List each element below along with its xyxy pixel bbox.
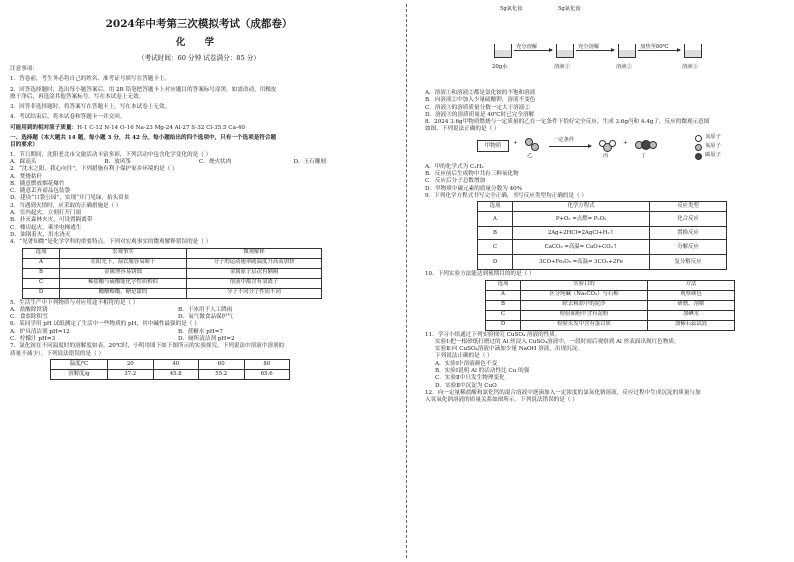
table-cell: D xyxy=(486,320,521,330)
table-cell: 分子的运动速率随温度升高而加快 xyxy=(187,258,322,268)
q12-stem: 12．向一定量稀盐酸和氯化钙的混合溶液中逐滴加入一定浓度的氯氧化钠溶液，反应过程中生成沉淀的质量与加 xyxy=(425,389,701,396)
q7-option-a: A．溶液①和溶液②都是氯化铵的不饱和溶液 xyxy=(425,90,536,96)
q11-option-c: C．实验Ⅱ中只发生物理变化 xyxy=(435,375,505,382)
table-cell: 55.2 xyxy=(199,369,245,379)
q9-table xyxy=(477,201,727,270)
molecule-label: 丙 xyxy=(603,152,609,159)
q7-option-c: C．溶液③的溶质质量分数一定大于溶液② xyxy=(425,104,530,111)
table-cell: 复分解反应 xyxy=(650,255,727,270)
q3-stem: 3．当遇到火情时，应采取的正确措施是（ ） xyxy=(10,202,122,209)
table-cell: B xyxy=(478,227,513,240)
table-cell: CaCO₃ =高温= CaO+CO₂↑ xyxy=(513,240,650,255)
step-label: 充分溶解 xyxy=(516,44,538,50)
q5-option-d: D．氧气做食品保护气 xyxy=(178,314,233,321)
table-cell: 金属锂容易锈蚀 xyxy=(60,268,187,278)
q8-option-c: C．反应后分子总数增加 xyxy=(425,178,486,185)
legend-label: 氢原子 xyxy=(705,133,721,140)
beaker-2 xyxy=(556,44,574,58)
section1-intro-cont: 目的要求） xyxy=(10,142,38,149)
step-label: 充分溶解 xyxy=(578,44,600,50)
table-row xyxy=(23,258,322,268)
table-cell: C xyxy=(23,278,60,288)
table-cell: 除去粗盐中的泥沙 xyxy=(521,300,648,310)
q7-option-d: D．溶液③的溶质质量是 40℃时已完全溶解 xyxy=(425,111,535,118)
q7-stem: 7．氯化铵在不同温度时的溶解度如表。20℃时，小明用图下如下图所示的实验探究，下列说法中溶液中溶剂的 xyxy=(10,343,285,350)
arrow xyxy=(576,50,614,51)
q10-header-cell: 方法 xyxy=(648,280,735,290)
q7-header-cell: 60 xyxy=(199,359,245,369)
q4-stem: 4．“见著知微”是化学学科的重要特点。下列对宏观事实的微观解释错误的是（ ） xyxy=(10,239,212,246)
q8-option-a: A．甲的化学式为 C₂H₂ xyxy=(425,163,484,170)
table-row xyxy=(486,280,735,290)
q1-option-b: B．放风筝 xyxy=(104,158,131,165)
table-cell: 酸醋略酸，糖是甜的 xyxy=(60,288,187,298)
q3-option-c: C．楼房起火，乘坐电梯逃生 xyxy=(10,224,82,231)
q1-option-d: D．玉石雕刻 xyxy=(293,158,326,165)
q2-option-d: D．建设“口袋公园”，实现“开门见绿，抬头赏景 xyxy=(10,195,130,202)
table-cell: D xyxy=(23,288,60,298)
diagram-top-label: 5g氯化铵 xyxy=(500,6,523,12)
table-cell: A xyxy=(23,258,60,268)
q3-option-a: A．室内起火，立刻打开门窗 xyxy=(10,210,82,217)
q4-header-cell: 宏观事实 xyxy=(60,248,187,258)
q7-table xyxy=(50,359,290,380)
reaction-arrow xyxy=(549,146,591,147)
table-row xyxy=(486,320,735,330)
q7-header-cell: 20 xyxy=(108,359,154,369)
table-cell: 化合反应 xyxy=(650,212,727,227)
q10-table xyxy=(485,280,735,331)
table-row xyxy=(23,268,322,278)
table-cell: 在阳光下，湿衣服容易晾干 xyxy=(60,258,187,268)
beaker-4 xyxy=(684,44,702,58)
q11-experiment-2: 实验Ⅱ:向 CuSO₄溶液中滴加少量 NaOH 溶液，出现沉淀。 xyxy=(435,346,583,353)
left-column xyxy=(10,66,388,380)
table-row xyxy=(478,240,727,255)
q4-table-header xyxy=(23,248,322,258)
diagram-bottom-label: 溶液③ xyxy=(682,64,698,70)
q10-header-cell: 选项 xyxy=(486,280,521,290)
q8-stem-cont: 如图。下列说法正确的是（ ） xyxy=(425,126,500,133)
atomic-masses-label: 可能用到的相对原子质量： xyxy=(10,124,78,131)
table-row xyxy=(23,278,322,288)
diagram-bottom-label: 20g水 xyxy=(492,64,508,70)
table-cell: 3CO+Fe₂O₃ =高温= 3CO₂+2Fe xyxy=(513,255,650,270)
table-cell: A xyxy=(486,290,521,300)
table-row xyxy=(486,300,735,310)
q11-stem: 11．学习小组通过下列实验探究 CuSO₄ 溶液的性质。 xyxy=(425,331,561,338)
oxygen-atom-icon xyxy=(531,143,539,151)
q4-header-cell: 选项 xyxy=(23,248,60,258)
table-cell: 观察颜色 xyxy=(648,290,735,300)
q11-question: 下列说法正确的是（ ） xyxy=(435,353,493,360)
table-row xyxy=(478,212,727,227)
table-cell: 65.6 xyxy=(244,369,290,379)
table-cell: 分解反应 xyxy=(650,240,727,255)
note-item: 擦干净后，再选涂其他答案标号。写在本试卷上无效。 xyxy=(10,93,145,100)
q7-row-label: 溶解度/g xyxy=(51,369,108,379)
q4-table xyxy=(22,248,322,299)
note-item: 2．回答选择题时，选出每小题答案后，用 2B 铅笔把答题卡上对应题目的答案标号涂黑。如需改动，用橡皮 xyxy=(10,86,277,93)
table-row xyxy=(486,310,735,320)
q2-option-c: C．随意丢弃商品包装袋 xyxy=(10,188,71,195)
diagram-top-label: 5g氯化铵 xyxy=(558,6,581,12)
table-row xyxy=(51,359,290,369)
step-label: 加热至80℃ xyxy=(640,44,669,50)
table-cell: 分子不同分子性质不同 xyxy=(187,288,322,298)
q11-option-b: B．实验Ⅰ说明 Al 的活动性比 Cu 的强 xyxy=(435,368,530,375)
table-cell: 区分纯碱（Na₂CO₃）与石棉 xyxy=(521,290,648,300)
q10-stem: 10．下列实验方法能达到预期目的的是（ ） xyxy=(425,271,535,278)
table-cell: 2Ag+2HCl=2AgCl+H₂↑ xyxy=(513,227,650,240)
q5-stem: 5．生活生产中下列物质与对应用途不相符的是（ ） xyxy=(10,299,139,306)
table-cell: 溶液中都含有氢离子 xyxy=(187,278,322,288)
q8-reaction-diagram: 甲物质 + 乙 一定条件 丙 + 丁 氢原子 氧原子 碳原子 xyxy=(425,134,787,164)
q2-option-b: B．随意燃放烟花爆竹 xyxy=(10,180,65,187)
subject-title: 化 学 xyxy=(175,37,223,48)
q7-header-cell: 80 xyxy=(244,359,290,369)
table-cell: 金属原子层次有隔隔 xyxy=(187,268,322,278)
reaction-condition: 一定条件 xyxy=(553,136,575,143)
diagram-bottom-label: 溶液① xyxy=(554,64,570,70)
q4-header-cell: 微观解释 xyxy=(187,248,322,258)
molecule-label: 乙 xyxy=(527,152,533,159)
table-cell: C xyxy=(478,240,513,255)
q3-option-d: D．油锅着火，用水浇灭 xyxy=(10,231,71,238)
table-cell: B xyxy=(486,300,521,310)
beaker-1 xyxy=(494,44,512,58)
q12-stem-cont: 入氢氧化钠溶液的质量关系如图所示。下列说法错误的是（ ） xyxy=(425,397,578,404)
table-row xyxy=(478,255,727,270)
q5-option-c: C．食盐除积雪 xyxy=(10,314,48,321)
q6-option-c: C．柠檬汁 pH=3 xyxy=(10,336,56,343)
column-divider xyxy=(406,4,407,558)
q6-options-row1 xyxy=(10,329,388,336)
q9-header-cell: 化学方程式 xyxy=(513,202,650,212)
note-item: 4．考试结束后，将本试卷和答题卡一并交回。 xyxy=(10,114,126,121)
hydrogen-legend-icon xyxy=(695,135,702,142)
table-cell: C xyxy=(486,310,521,320)
table-cell: P+O₂ =点燃= P₂O₅ xyxy=(513,212,650,227)
table-cell: 45.8 xyxy=(153,369,199,379)
q7-header-cell: 温度/℃ xyxy=(51,359,108,369)
table-row xyxy=(23,288,322,298)
table-cell: D xyxy=(478,255,513,270)
q9-header-cell: 反应类型 xyxy=(650,202,727,212)
q9-stem: 9．下列化学方程式书写完全正确，书写反应类型均正确的是（ ） xyxy=(425,192,587,199)
q9-header-cell: 选项 xyxy=(478,202,513,212)
table-row xyxy=(478,202,727,212)
oxygen-legend-icon xyxy=(695,144,702,151)
table-cell: 检验头发中含有蛋白质 xyxy=(521,320,648,330)
molecule-label: 丁 xyxy=(641,152,647,159)
right-column xyxy=(425,90,787,405)
reactant-box: 甲物质 xyxy=(477,140,509,152)
note-item: 1．答卷前，考生务必将自己的姓名、准考证号填写在答题卡上。 xyxy=(10,76,171,83)
table-row xyxy=(486,290,735,300)
table-cell: 37.2 xyxy=(108,369,154,379)
oxygen-atom-icon xyxy=(649,141,657,149)
q7-stem-cont: 质量不减少）。下列说法错误的是（ ） xyxy=(10,350,105,357)
q2-stem: 2．“沈水之阳，我心向往”。下列措施有利于保护家乡环境的是（ ） xyxy=(10,166,178,173)
table-row xyxy=(51,369,290,379)
arrow xyxy=(638,50,680,51)
table-cell: 研磨、溶解 xyxy=(648,300,735,310)
table-cell: 检验面粉中含有淀粉 xyxy=(521,310,648,320)
q2-option-a: A．焚烧秸秆 xyxy=(10,173,43,180)
q6-option-b: B．蔗糖水 pH=7 xyxy=(178,328,223,335)
arrow xyxy=(514,50,552,51)
q1-stem: 1．节日期间，沈阳老北市文旅活动丰富多彩，下列活动中包含化学变化的是（ ） xyxy=(10,151,212,158)
page-title: 2024年中考第三次模拟考试（成都卷） xyxy=(105,18,293,30)
q3-option-b: B．扑灭森林火灾，可设置隔离带 xyxy=(10,217,93,224)
q8-stem: 8．2024 3.6g甲物质燃烧与一定质量的乙在一定条件下恰好完全反应，生成 3.6g丙和 4.4g了，反应的微观示意图 xyxy=(425,119,710,126)
atomic-masses-values: H-1 C-12 N-14 O-16 Na-23 Mg-24 Al-27 S-32 Cl-35.5 Ca-40 xyxy=(77,124,245,131)
q6-option-d: D．厕所清洁剂 pH=2 xyxy=(178,336,235,343)
atomic-masses xyxy=(10,125,388,132)
table-cell: B xyxy=(23,268,60,278)
q6-stem: 6．某同学用 pH 试纸测定了生活中一些物质的 pH，其中碱性最强的是（ ） xyxy=(10,321,200,328)
q11-experiment-1: 实验Ⅰ:把一根砂纸打磨过的 Al 丝浸入 CuSO₄溶液中，一段时间后观察到 Al 丝表面出现红色物质。 xyxy=(435,338,680,345)
carbon-legend-icon xyxy=(695,153,702,160)
q6-option-a: A．炉具清洁剂 pH=12 xyxy=(10,328,70,335)
q11-option-d: D．实验Ⅱ中沉淀为 CuO xyxy=(435,382,497,389)
diagram-bottom-label: 溶液② xyxy=(616,64,632,70)
q5-option-a: A．盐酸除铁锈 xyxy=(10,306,48,313)
q7-header-cell: 40 xyxy=(153,359,199,369)
table-cell: 加稀石蕊试液 xyxy=(648,320,735,330)
table-cell: 加碘水 xyxy=(648,310,735,320)
q7-option-b: B．向溶液②中加入少量硫酸钾，溶液不变色 xyxy=(425,97,536,104)
hydrogen-atom-icon xyxy=(609,140,616,147)
q5-option-b: B．干冰用于人工降雨 xyxy=(178,306,233,313)
q1-option-c: C．烧火状肉 xyxy=(199,158,232,165)
table-cell: 置换反应 xyxy=(650,227,727,240)
table-row xyxy=(478,227,727,240)
q1-option-a: A．踩高头 xyxy=(10,158,37,165)
section1-intro: 一、选择题（本大题共 14 题，每小题 3 分，共 42 分。每小题给出的四个选项中，只有一个选项是符合题 xyxy=(10,135,277,142)
table-cell: A xyxy=(478,212,513,227)
legend-label: 氧原子 xyxy=(705,142,721,149)
notes-heading: 注意事项： xyxy=(10,66,38,72)
beaker-3 xyxy=(618,44,636,58)
q11-option-a: A．实验Ⅰ中溶液颜色不变 xyxy=(435,360,498,367)
q8-option-b: B．反应前后生成物中共有三种氧化物 xyxy=(425,171,519,178)
exam-info: （考试时间：60 分钟 试卷满分：85 分） xyxy=(138,54,260,62)
q8-option-d: D．甲物质中碳元素的质量分数为 40% xyxy=(425,185,523,192)
q10-header-cell: 实验目的 xyxy=(521,280,648,290)
note-item: 3．回答非选择题时，将答案写在答题卡上。写在本试卷上无效。 xyxy=(10,104,171,111)
legend-label: 碳原子 xyxy=(705,151,721,158)
table-cell: 稀盐酸与硫酸能化学性质相似 xyxy=(60,278,187,288)
q7-dissolution-diagram xyxy=(440,4,780,88)
